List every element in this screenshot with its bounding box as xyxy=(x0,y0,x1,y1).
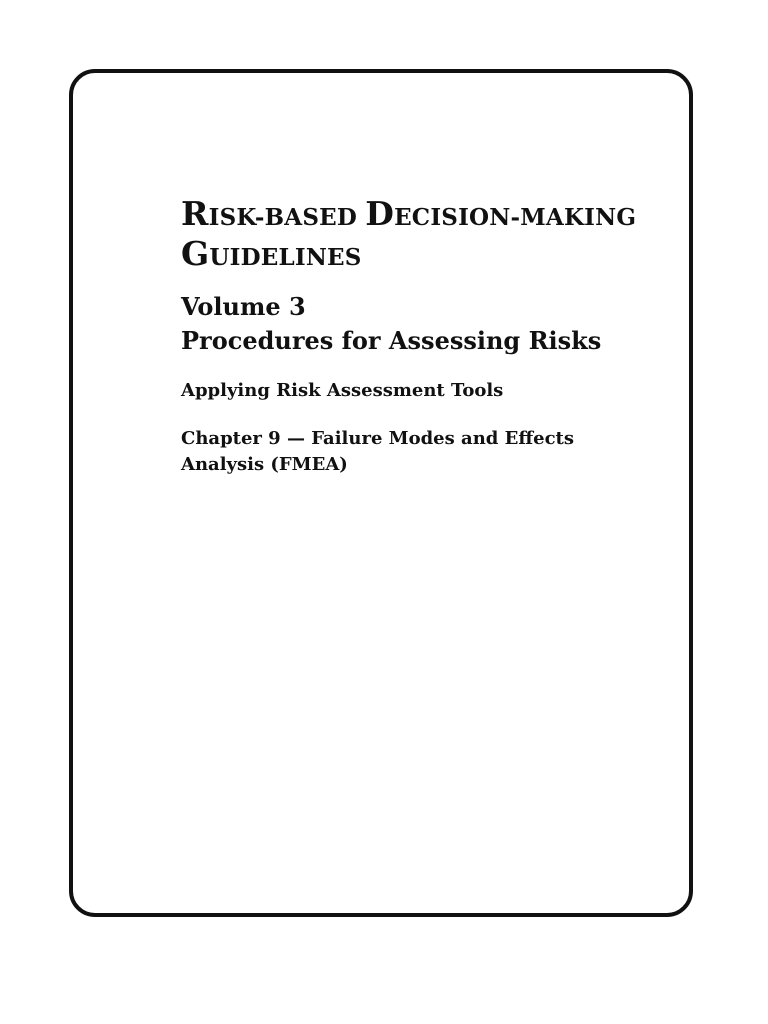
volume-number: Volume 3 xyxy=(181,292,306,321)
title-word3-rest: UIDELINES xyxy=(209,244,362,271)
cover-content xyxy=(181,196,681,478)
volume-name: Procedures for Assessing Risks xyxy=(181,326,602,355)
title-word2-rest: ECISION-MAKING xyxy=(394,204,637,231)
section-subtitle: Applying Risk Assessment Tools xyxy=(181,380,504,401)
volume-heading xyxy=(181,290,681,358)
title-word1-initial: R xyxy=(181,194,209,233)
title-line-2 xyxy=(181,236,681,276)
document-title xyxy=(181,196,681,276)
chapter-line-2: Analysis (FMEA) xyxy=(181,454,348,475)
chapter-line-1: Chapter 9 — Failure Modes and Effects xyxy=(181,428,574,449)
title-line-1 xyxy=(181,196,681,236)
title-word1-rest: ISK-BASED xyxy=(208,204,358,231)
title-word2-initial: D xyxy=(365,194,395,233)
chapter-heading xyxy=(181,426,681,478)
title-word3-initial: G xyxy=(181,234,210,273)
